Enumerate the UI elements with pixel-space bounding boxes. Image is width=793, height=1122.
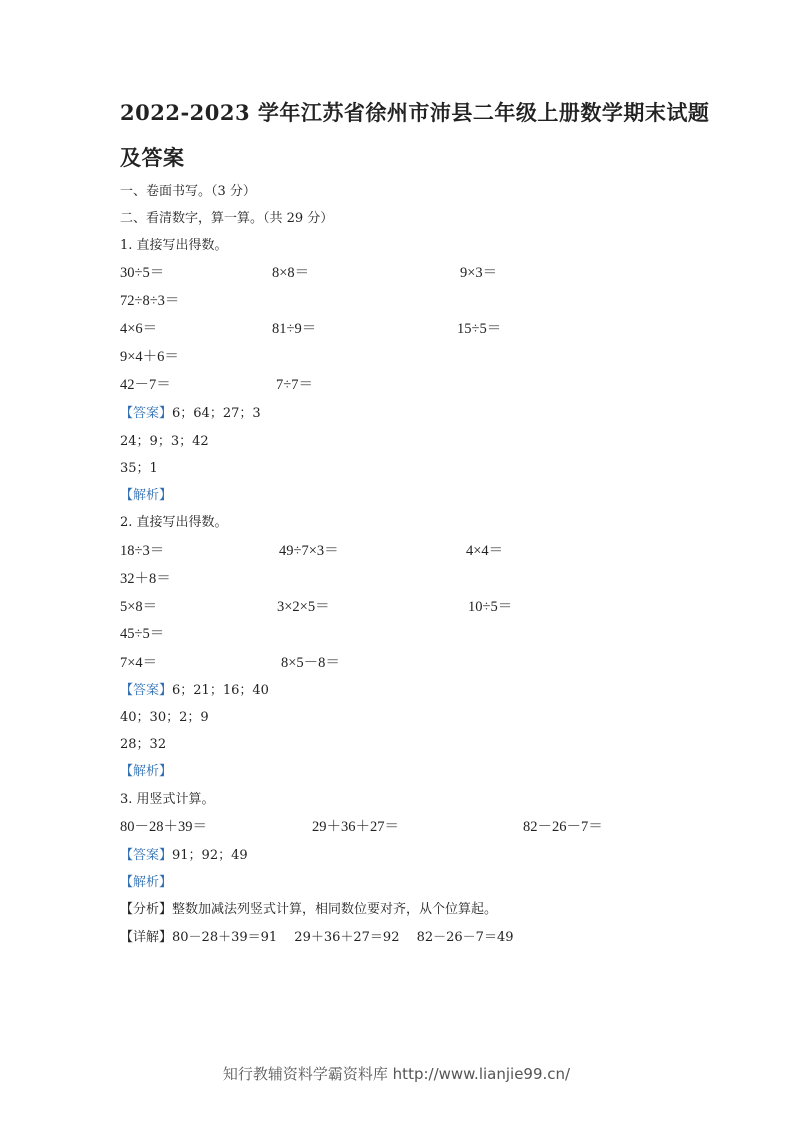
q1-equation: 30÷5＝ [120, 265, 165, 281]
q2-equation: 4×4＝ [466, 543, 504, 559]
footer-watermark: 知行教辅资料学霸资料库 http://www.lianjie99.cn/ [222, 1065, 571, 1083]
q2-equation: 8×5－8＝ [281, 655, 340, 671]
q2-answer-line: 40；30；2；9 [120, 710, 209, 725]
answer-tag: 【答案】 [120, 683, 173, 698]
q3-equation: 82－26－7＝ [523, 819, 603, 835]
q3-equation: 80－28＋39＝ [120, 819, 207, 835]
q3-answer [120, 844, 248, 863]
q2-equation: 10÷5＝ [468, 599, 513, 615]
q1-equation: 8×8＝ [272, 265, 310, 281]
section-1-heading: 一、卷面书写。（3 分） [120, 184, 256, 199]
q1-equation: 7÷7＝ [276, 377, 313, 393]
q1-analysis-tag: 【解析】 [120, 488, 173, 503]
q3-xiangjie: 【详解】80－28＋39＝91 29＋36＋27＝92 82－26－7＝49 [120, 930, 514, 945]
q1-equation: 9×4＋6＝ [120, 349, 179, 365]
answer-text: 91；92；49 [172, 848, 248, 863]
q2-equation: 5×8＝ [120, 599, 158, 615]
q1-label: 1. 直接写出得数。 [120, 238, 228, 253]
answer-tag: 【答案】 [120, 406, 173, 421]
q2-equation: 45÷5＝ [120, 626, 165, 642]
q3-fenxi: 【分析】整数加减法列竖式计算，相同数位要对齐，从个位算起。 [120, 902, 498, 917]
q2-equation: 3×2×5＝ [277, 599, 330, 615]
q2-answer [120, 679, 269, 698]
q1-equation: 4×6＝ [120, 321, 158, 337]
q2-answer-line: 28；32 [120, 737, 167, 752]
q2-equation: 49÷7×3＝ [279, 543, 339, 559]
answer-text: 6；64；27；3 [172, 406, 261, 421]
q2-equation: 32＋8＝ [120, 571, 171, 587]
q3-label: 3. 用竖式计算。 [120, 792, 215, 807]
q2-equation: 7×4＝ [120, 655, 158, 671]
answer-tag: 【答案】 [120, 848, 173, 863]
q1-answer [120, 402, 261, 421]
q2-analysis-tag: 【解析】 [120, 764, 173, 779]
document-title-line1: 2022-2023 学年江苏省徐州市沛县二年级上册数学期末试题 [120, 100, 710, 125]
q1-equation: 72÷8÷3＝ [120, 293, 180, 309]
q3-analysis-tag: 【解析】 [120, 875, 173, 890]
q2-label: 2. 直接写出得数。 [120, 515, 228, 530]
document-title-line2: 及答案 [120, 145, 185, 170]
q1-equation: 81÷9＝ [272, 321, 317, 337]
q1-answer-line: 35；1 [120, 461, 158, 476]
section-2-heading: 二、看清数字，算一算。（共 29 分） [120, 211, 334, 226]
q1-answer-line: 24；9；3；42 [120, 434, 209, 449]
answer-text: 6；21；16；40 [172, 683, 269, 698]
q1-equation: 15÷5＝ [457, 321, 502, 337]
q2-equation: 18÷3＝ [120, 543, 165, 559]
q1-equation: 42－7＝ [120, 377, 171, 393]
q1-equation: 9×3＝ [460, 265, 498, 281]
q3-equation: 29＋36＋27＝ [312, 819, 399, 835]
